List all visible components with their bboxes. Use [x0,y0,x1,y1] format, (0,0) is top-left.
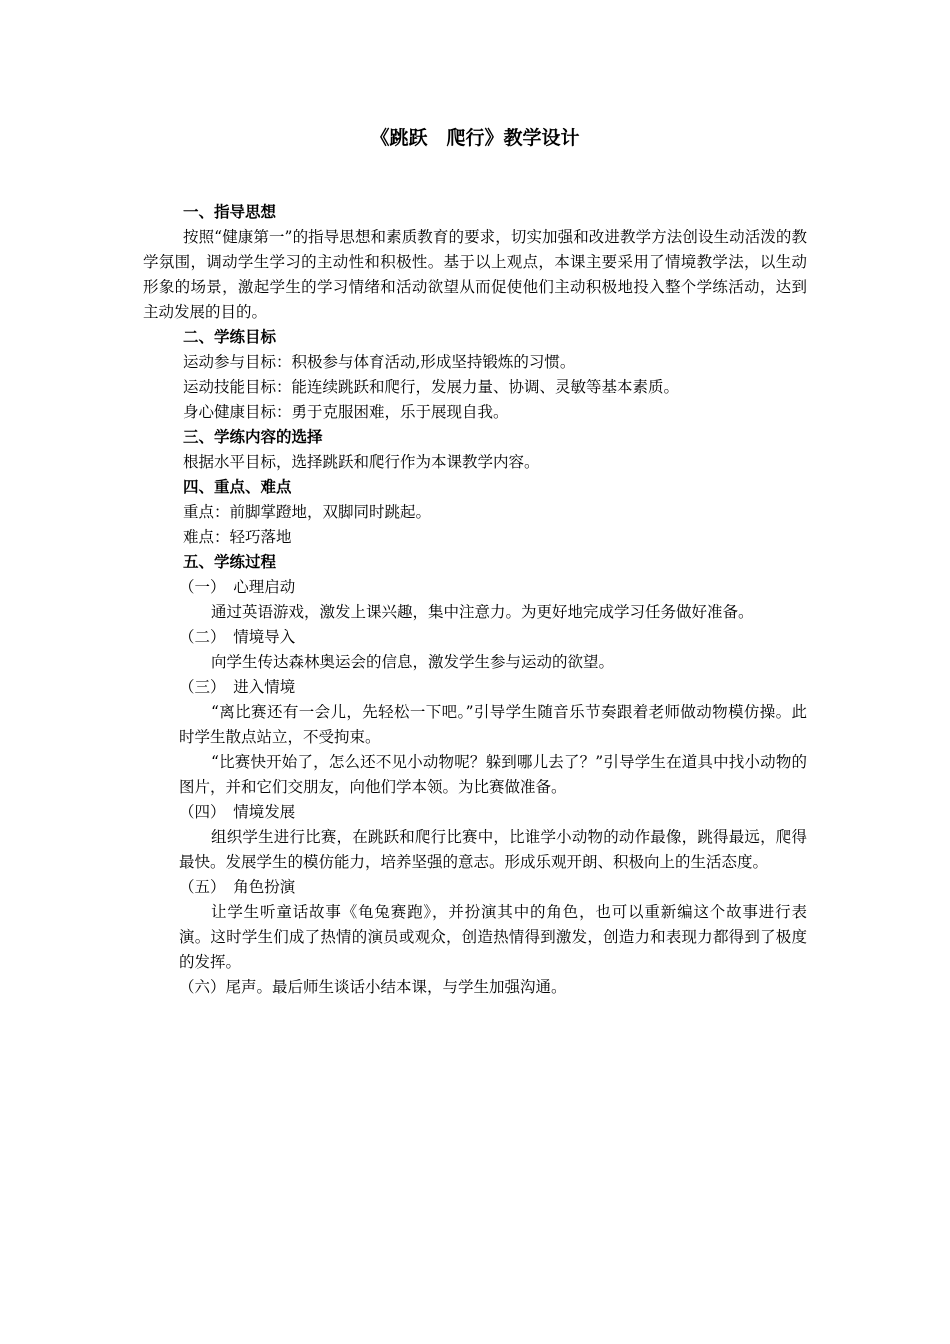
difficult-point: 难点：轻巧落地 [183,528,292,546]
key-point: 重点：前脚掌蹬地，双脚同时跳起。 [183,503,432,521]
process-step-paragraph: 组织学生进行比赛，在跳跃和爬行比赛中，比谁学小动物的动作最像，跳得最远，爬得最快。发展学生的模仿能力，培养坚强的意志。形成乐观开朗、积极向上的生活态度。 [179,828,807,871]
process-step-paragraph: 通过英语游戏，激发上课兴趣，集中注意力。为更好地完成学习任务做好准备。 [211,603,754,621]
objective-health: 身心健康目标：勇于克服困难，乐于展现自我。 [183,403,509,421]
section-heading-guiding-ideology: 一、指导思想 [183,203,277,221]
objective-participation: 运动参与目标：积极参与体育活动,形成坚持锻炼的习惯。 [183,353,576,371]
process-step-title: （一） 心理启动 [179,578,296,596]
objective-skill: 运动技能目标：能连续跳跃和爬行，发展力量、协调、灵敏等基本素质。 [183,378,680,396]
document-body [143,200,807,1000]
process-step-paragraph: “离比赛还有一会儿，先轻松一下吧。”引导学生随音乐节奏跟着老师做动物模仿操。此时学生散点站立，不受拘束。 [179,703,807,746]
process-step-paragraph: “比赛快开始了，怎么还不见小动物呢？躲到哪儿去了？”引导学生在道具中找小动物的图片，并和它们交朋友，向他们学本领。为比赛做准备。 [179,753,807,796]
process-step-title: （四） 情境发展 [179,803,296,821]
section-heading-key-points: 四、重点、难点 [183,478,292,496]
process-step-paragraph: 让学生听童话故事《龟兔赛跑》，并扮演其中的角色，也可以重新编这个故事进行表演。这时学生们成了热情的演员或观众，创造热情得到激发，创造力和表现力都得到了极度的发挥。 [179,903,807,971]
section-heading-process: 五、学练过程 [183,553,277,571]
section-heading-content-selection: 三、学练内容的选择 [183,428,323,446]
process-step-title: （二） 情境导入 [179,628,296,646]
document-title: 《跳跃 爬行》教学设计 [370,127,580,149]
guiding-ideology-paragraph: 按照“健康第一”的指导思想和素质教育的要求，切实加强和改进教学方法创设生动活泼的教学氛围，调动学生学习的主动性和积极性。基于以上观点，本课主要采用了情境教学法，以生动形象的场景，激起学生的学习情绪和活动欲望从而促使他们主动积极地投入整个学练活动，达到主动发展的目的。 [143,228,807,321]
section-heading-objectives: 二、学练目标 [183,328,277,346]
process-step-title: （三） 进入情境 [179,678,296,696]
process-step-title: （六）尾声。最后师生谈话小结本课，与学生加强沟通。 [179,978,567,996]
process-step-paragraph: 向学生传达森林奥运会的信息，激发学生参与运动的欲望。 [211,653,615,671]
content-selection-text: 根据水平目标，选择跳跃和爬行作为本课教学内容。 [183,453,540,471]
process-step-title: （五） 角色扮演 [179,878,296,896]
